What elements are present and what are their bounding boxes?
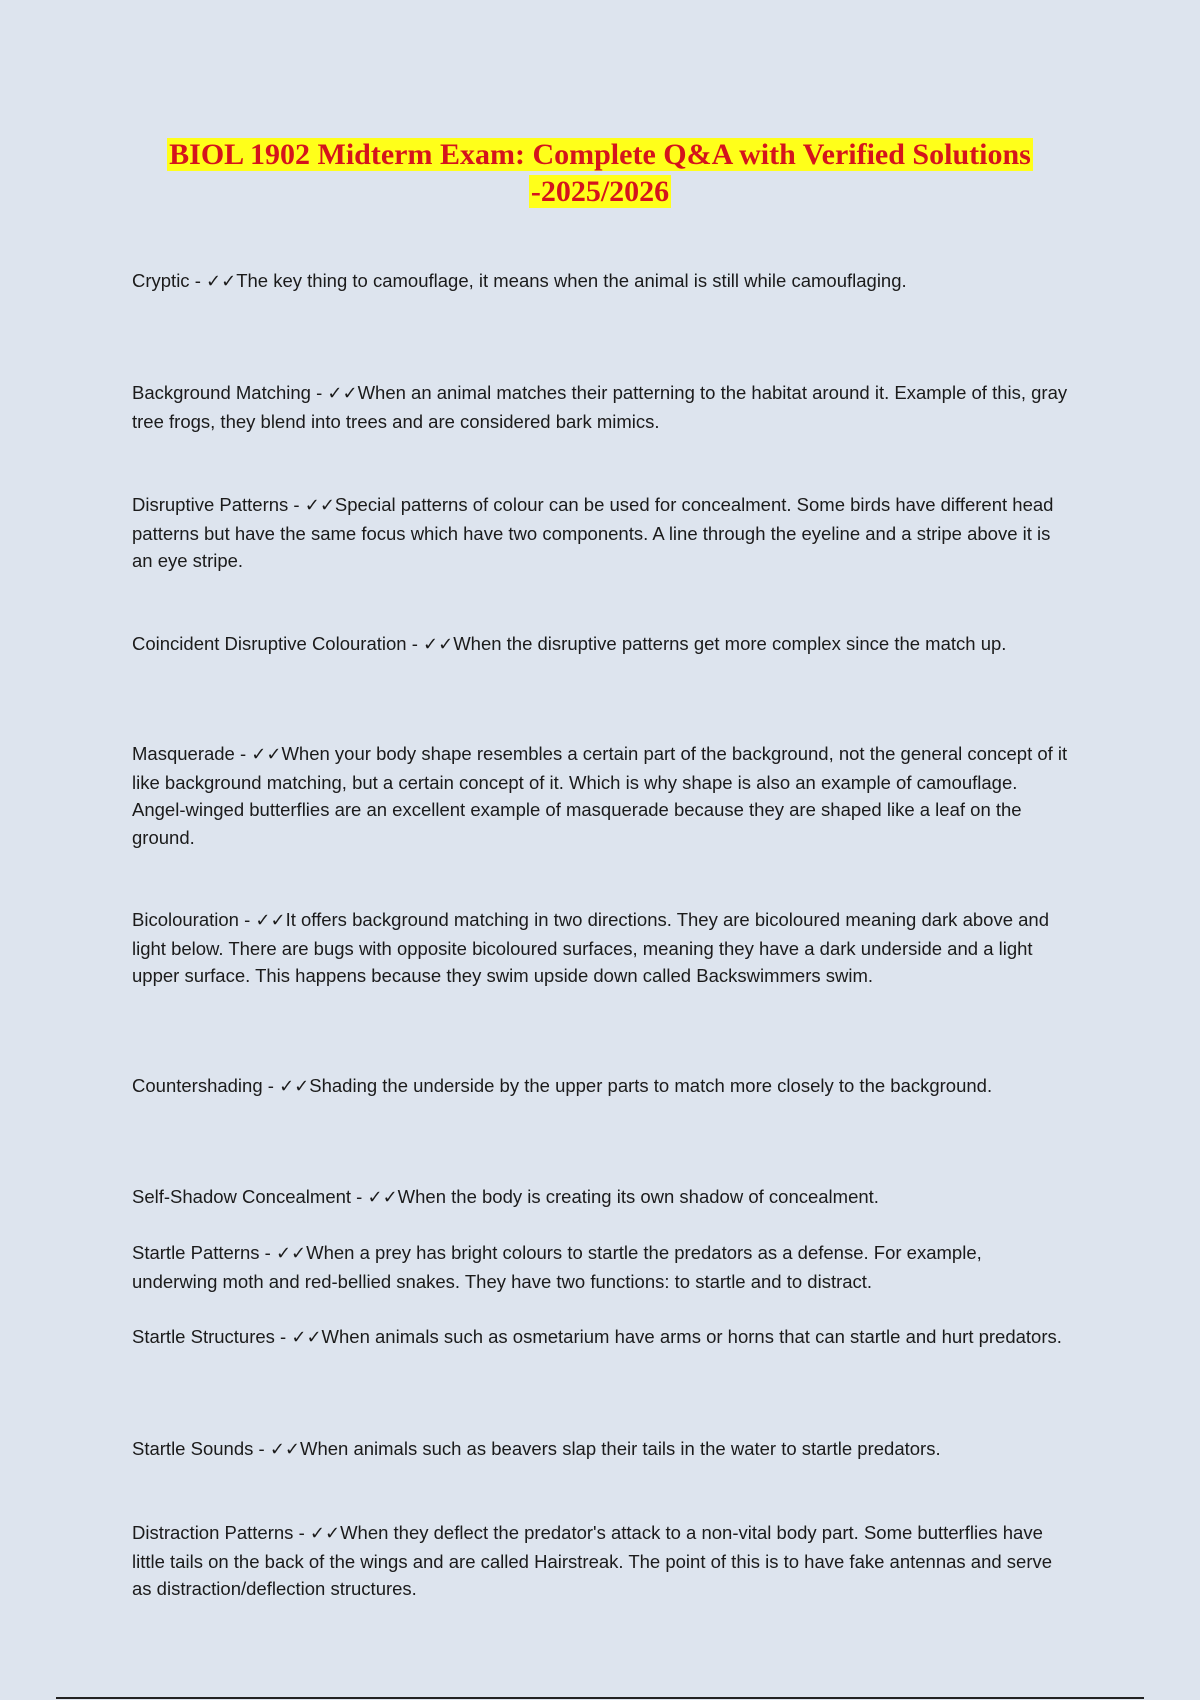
check-mark-icon: ✓✓ <box>206 271 237 292</box>
entry-separator: - <box>259 1242 276 1263</box>
entry-coincident-disruptive-colouration <box>132 630 1072 659</box>
entry-definition: It offers background matching in two directions. They are bicoloured meaning dark above and light below. There are bugs with opposite bicoloured surfaces, meaning they have a dark underside and a light upper surface. This happens because they swim upside down called Backswimmers swim. <box>132 909 1049 986</box>
check-mark-icon: ✓✓ <box>251 744 282 765</box>
entry-cryptic <box>132 267 1072 296</box>
entry-self-shadow-concealment <box>132 1183 1072 1212</box>
entry-bicolouration <box>132 906 1072 990</box>
check-mark-icon: ✓✓ <box>309 1523 341 1544</box>
entry-term: Cryptic <box>132 270 190 291</box>
entry-definition: When they deflect the predator's attack to a non-vital body part. Some butterflies have little tails on the back of the wings and are called Hairstreak. The point of this is to have fake antennas and serve as distraction/deflection structures. <box>132 1522 1053 1599</box>
entry-separator: - <box>253 1438 270 1459</box>
entry-disruptive-patterns <box>132 491 1072 575</box>
entry-definition: When your body shape resembles a certain part of the background, not the general concept of it like background matching, but a certain concept of it. Which is why shape is also an example of camouflage. Angel-winged butterflies are an excellent example of masquerade because they are shaped like a leaf on the ground. <box>132 743 1068 848</box>
entry-distraction-patterns <box>132 1519 1072 1603</box>
entry-startle-sounds <box>132 1435 1072 1464</box>
check-mark-icon: ✓✓ <box>275 1243 307 1264</box>
entry-term: Distraction Patterns <box>132 1522 294 1543</box>
entry-term: Startle Sounds <box>132 1438 254 1459</box>
entry-definition: Special patterns of colour can be used for concealment. Some birds have different head patterns but have the same focus which have two components. A line through the eyeline and a stripe above it is an eye stripe. <box>132 494 1054 571</box>
entry-masquerade <box>132 740 1072 851</box>
entry-term: Startle Structures <box>132 1326 275 1347</box>
entry-separator: - <box>238 909 256 930</box>
entry-separator: - <box>293 1522 310 1543</box>
entry-separator: - <box>234 743 252 764</box>
title-line-1: BIOL 1902 Midterm Exam: Complete Q&A with Verified Solutions <box>169 138 1031 171</box>
title-line-2: -2025/2026 <box>530 175 670 208</box>
entry-separator: - <box>274 1326 292 1347</box>
entry-startle-structures <box>132 1323 1072 1352</box>
footer-divider <box>56 1697 1144 1699</box>
entry-definition: The key thing to camouflage, it means when the animal is still while camouflaging. <box>236 270 907 291</box>
check-mark-icon: ✓✓ <box>367 1187 398 1208</box>
entry-separator: - <box>189 270 207 291</box>
check-mark-icon: ✓✓ <box>291 1327 322 1348</box>
entry-separator: - <box>406 633 424 654</box>
entry-term: Coincident Disruptive Colouration <box>132 633 407 654</box>
check-mark-icon: ✓✓ <box>269 1439 300 1460</box>
check-mark-icon: ✓✓ <box>423 634 454 655</box>
entry-term: Background Matching <box>132 382 311 403</box>
entry-term: Bicolouration <box>132 909 239 930</box>
entry-separator: - <box>310 382 328 403</box>
entry-definition: When a prey has bright colours to startle the predators as a defense. For example, underwing moth and red-bellied snakes. They have two functions: to startle and to distract. <box>132 1242 982 1292</box>
entry-definition: When animals such as beavers slap their tails in the water to startle predators. <box>299 1438 941 1459</box>
check-mark-icon: ✓✓ <box>304 495 335 516</box>
entry-term: Startle Patterns <box>132 1242 260 1263</box>
entry-background-matching <box>132 379 1072 435</box>
check-mark-icon: ✓✓ <box>327 383 358 404</box>
check-mark-icon: ✓✓ <box>279 1076 310 1097</box>
entry-term: Self-Shadow Concealment <box>132 1186 352 1207</box>
entry-term: Disruptive Patterns <box>132 494 289 515</box>
entry-countershading <box>132 1072 1072 1101</box>
entry-separator: - <box>262 1075 280 1096</box>
entry-term: Masquerade <box>132 743 235 764</box>
check-mark-icon: ✓✓ <box>255 910 286 931</box>
document-title <box>120 136 1080 210</box>
entry-definition: When an animal matches their patterning to the habitat around it. Example of this, gray tree frogs, they blend into trees and are considered bark mimics. <box>132 382 1068 432</box>
entry-separator: - <box>288 494 305 515</box>
entry-term: Countershading <box>132 1075 263 1096</box>
entry-definition: When animals such as osmetarium have arms or horns that can startle and hurt predators. <box>321 1326 1062 1347</box>
entry-definition: Shading the underside by the upper parts to match more closely to the background. <box>309 1075 993 1096</box>
entry-startle-patterns <box>132 1239 1072 1295</box>
entry-definition: When the disruptive patterns get more complex since the match up. <box>453 633 1007 654</box>
entry-definition: When the body is creating its own shadow of concealment. <box>397 1186 879 1207</box>
entry-separator: - <box>351 1186 368 1207</box>
